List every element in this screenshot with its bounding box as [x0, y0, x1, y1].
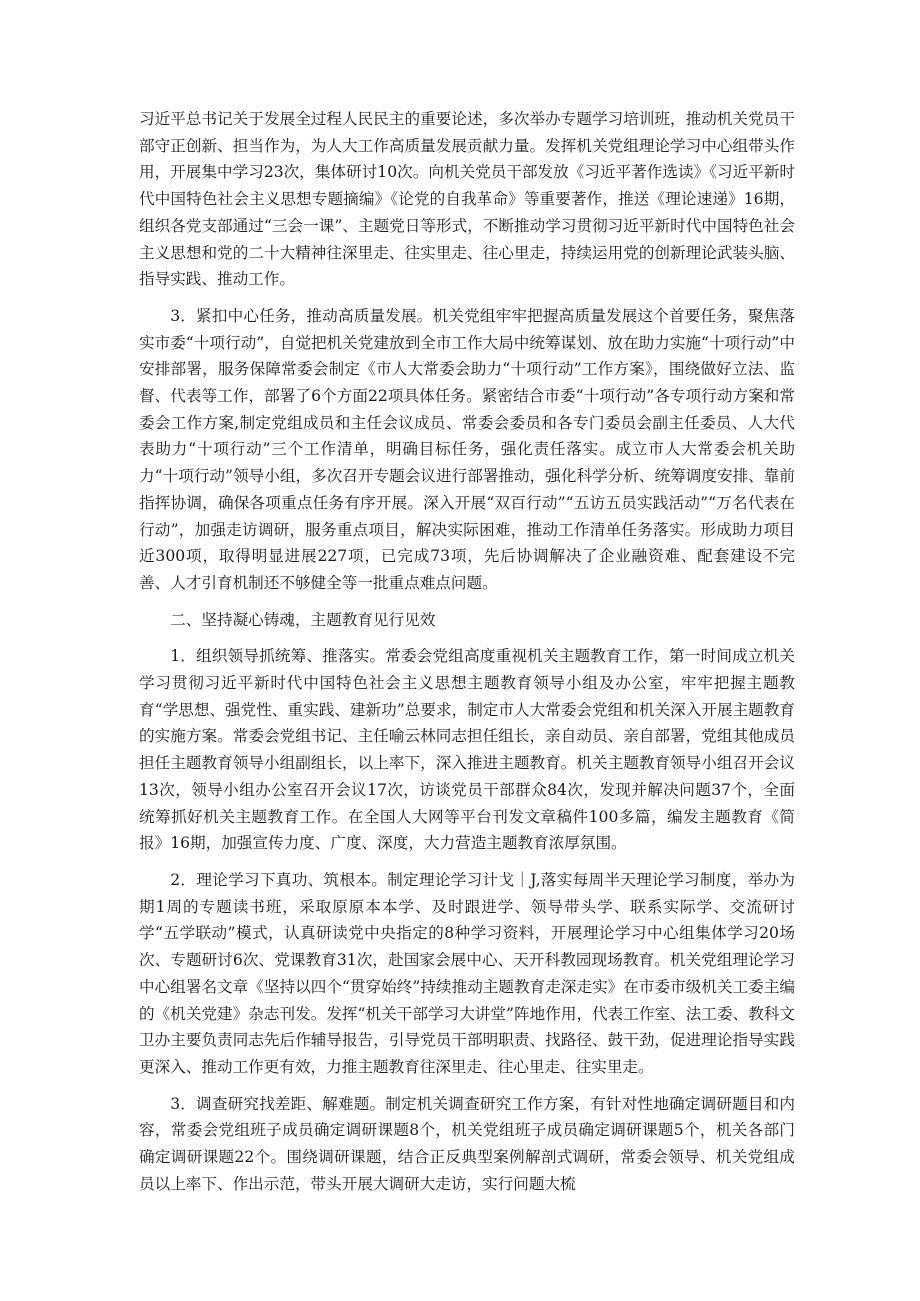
section-heading: 二、坚持凝心铸魂，主题教育见行见效	[170, 610, 436, 629]
paragraph-organization-leadership: 1．组织领导抓统筹、推落实。常委会党组高度重视机关主题教育工作，第一时间成立机关学习贯彻习近平新时代中国特色社会主义思想主题教育领导小组及办公室，牢牢把握主题教育“学思想、强党性、重实践、建新功”总要求，制定市人大常委会党组和机关深入开展主题教育的实施方案。常委会党组书记、主任喻云林同志担任组长，亲自动员、亲自部署，党组其他成员担任主题教育领导小组副组长，以上率下，深入推进主题教育。机关主题教育领导小组召开会议13次，领导小组办公室召开会议17次，访谈党员干部群众84次，发现并解决问题37个，全面统筹抓好机关主题教育工作。在全国人大网等平台刊发文章稿件100多篇，编发主题教育《简报》16期，加强宣传力度、广度、深度，大力营造主题教育浓厚氛围。	[139, 647, 795, 853]
paragraph-theory-learning: 2．理论学习下真功、筑根本。制定理论学习计戈｜J,落实每周半天理论学习制度，举办为期1周的专题读书班，采取原原本本学、及时跟进学、领导带头学、联系实际学、交流研讨学“五学联动”模式，认真研读党中央指定的8种学习资料，开展理论学习中心组集体学习20场次、专题研讨6次、党课教育31次，赴国家会展中心、天开科教园现场教育。机关党组理论学习中心组署名文章《坚持以四个“贯穿始终”持续推动主题教育走深走实》在市委市级机关工委主编的《机关党建》杂志刊发。发挥“机关干部学习大讲堂”阵地作用，代表工作室、法工委、教科文卫办主要负责同志先后作辅导报告，引导党员干部明职责、找路径、鼓干劲，促进理论指导实践更深入、推动工作更有效，力推主题教育往深里走、往心里走、往实里走。	[139, 870, 795, 1076]
paragraph-central-tasks: 3．紧扣中心任务，推动高质量发展。机关党组牢牢把握高质量发展这个首要任务，聚焦落实市委“十项行动”，自觉把机关党建放到全市工作大局中统筹谋划、放在助力实施“十项行动”中安排部署，服务保障常委会制定《市人大常委会助力“十项行动”工作方案》，围绕做好立法、监督、代表等工作，部署了6个方面22项具体任务。紧密结合市委“十项行动”各专项行动方案和常委会工作方案,制定党组成员和主任会议成员、常委会委员和各专门委员会副主任委员、人大代表助力“十项行动”三个工作清单，明确目标任务，强化责任落实。成立市人大常委会机关助力“十项行动”领导小组，多次召开专题会议进行部署推动，强化科学分析、统筹调度安排、靠前指挥协调，确保各项重点任务有序开展。深入开展“双百行动”“五访五员实践活动”“万名代表在行动”，加强走访调研，服务重点项目，解决实际困难，推动工作清单任务落实。形成助力项目近300项，取得明显进展227项，已完成73项，先后协调解决了企业融资难、配套建设不完善、人才引育机制还不够健全等一批重点难点问题。	[139, 306, 795, 592]
paragraph-investigation-research: 3．调查研究找差距、解难题。制定机关调查研究工作方案，有针对性地确定调研题目和内容，常委会党组班子成员确定调研课题8个，机关党组班子成员确定调研课题5个，机关各部门确定调研课题22个。围绕调研课题，结合正反典型案例解剖式调研，常委会领导、机关党组成员以上率下、作出示范，带头开展大调研大走访，实行问题大梳	[139, 1094, 795, 1193]
document-body	[139, 106, 795, 1207]
paragraph-theory-study: 习近平总书记关于发展全过程人民民主的重要论述，多次举办专题学习培训班，推动机关党员干部守正创新、担当作为，为人大工作高质量发展贡献力量。发挥机关党组理论学习中心组带头作用，开展集中学习23次，集体研讨10次。向机关党员干部发放《习近平著作选读》《习近平新时代中国特色社会主义思想专题摘编》《论党的自我革命》等重要著作，推送《理论速递》16期，组织各党支部通过“三会一课”、主题党日等形式，不断推动学习贯彻习近平新时代中国特色社会主义思想和党的二十大精神往深里走、往实里走、往心里走，持续运用党的创新理论武装头脑、指导实践、推动工作。	[139, 110, 795, 289]
